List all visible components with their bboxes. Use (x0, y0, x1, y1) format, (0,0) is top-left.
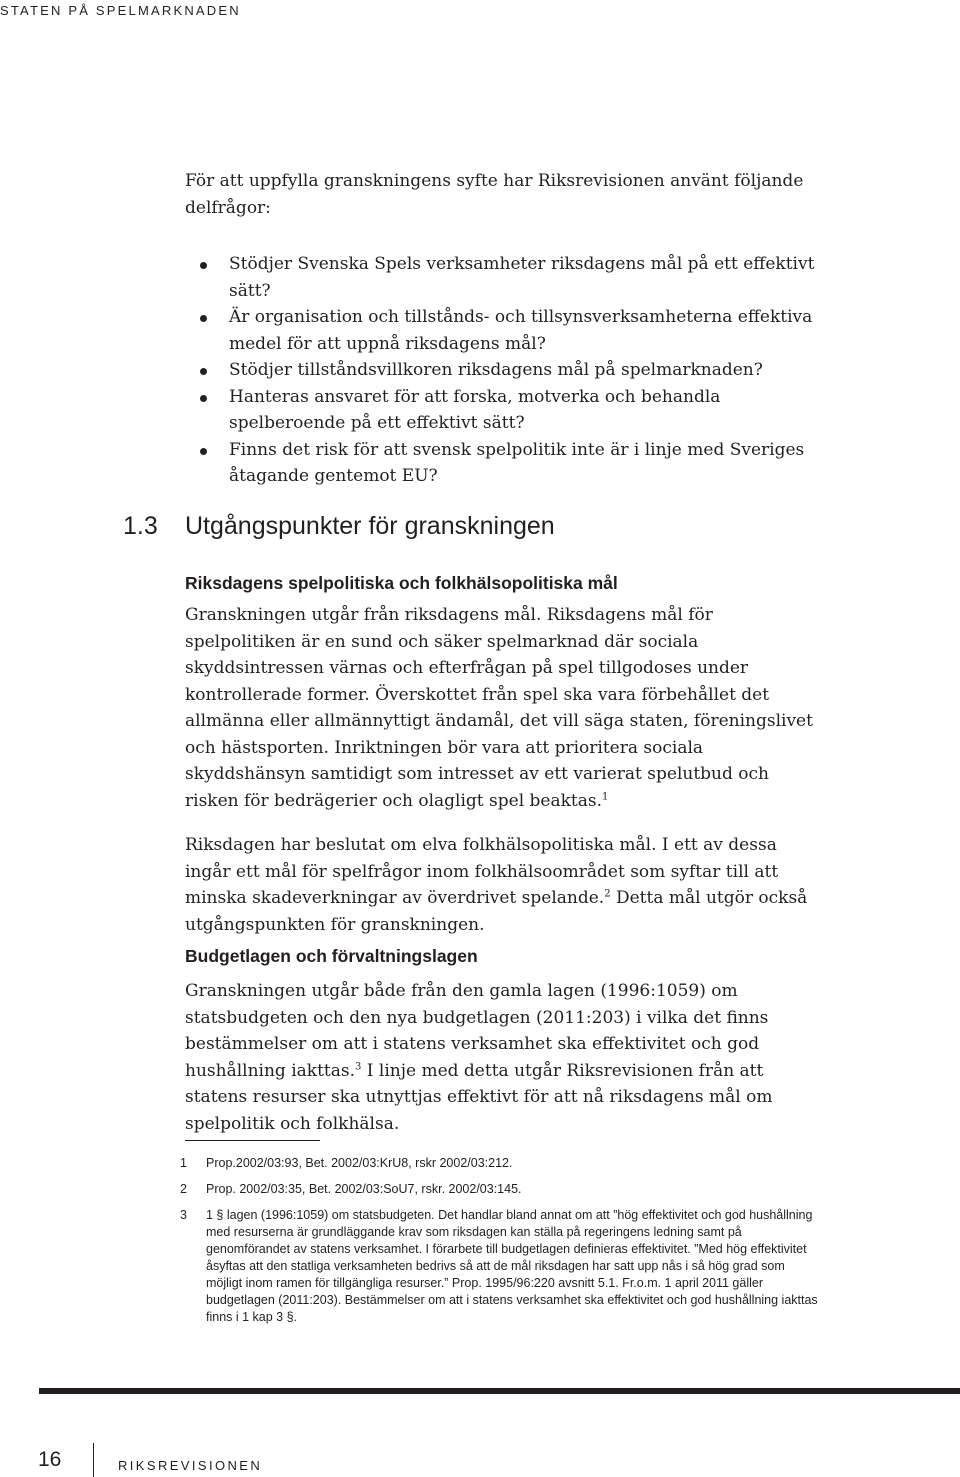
footnote-ref: 2 (604, 888, 611, 900)
footnote-ref: 3 (355, 1060, 362, 1072)
body-paragraph: Riksdagen har beslutat om elva folkhälsopolitiska mål. I ett av dessa ingår ett mål för spelfrågor inom folkhälsoområdet som syftar till att minska skadeverkningar av överdrivet spelande.$^2$ Detta mål utgör också utgångspunkten för granskningen. (185, 835, 808, 935)
bullet-icon (200, 262, 207, 269)
subsection-title: Riksdagens spelpolitiska och folkhälsopolitiska mål (185, 573, 618, 593)
footnote-number: 3 (180, 1208, 187, 1222)
subsection-title: Budgetlagen och förvaltningslagen (185, 946, 478, 966)
bullet-icon (200, 448, 207, 455)
list-item (185, 304, 825, 357)
footer-rule (39, 1388, 960, 1394)
subsection-spelpolitik (185, 571, 825, 938)
question-text: Stödjer Svenska Spels verksamheter riksdagens mål på ett effektivt sätt? (229, 254, 815, 301)
question-list (185, 251, 825, 490)
bullet-icon (200, 315, 207, 322)
list-item (185, 437, 825, 490)
footnote (180, 1207, 820, 1326)
running-header: STATEN PÅ SPELMARKNADEN (0, 3, 241, 18)
list-item (185, 251, 825, 304)
section-heading (123, 512, 555, 541)
question-text: Stödjer tillståndsvillkoren riksdagens mål på spelmarknaden? (229, 360, 763, 380)
publisher-name: RIKSREVISIONEN (118, 1458, 263, 1473)
list-item (185, 357, 825, 384)
footnote-text: Prop.2002/03:93, Bet. 2002/03:KrU8, rskr 2002/03:212. (206, 1156, 513, 1170)
footnotes (180, 1155, 820, 1335)
bullet-icon (200, 395, 207, 402)
questions-block (185, 168, 825, 490)
section-title: Utgångspunkter för granskningen (185, 512, 555, 540)
question-text: Är organisation och tillstånds- och tillsynsverksamheterna effektiva medel för att uppnå riksdagens mål? (229, 307, 813, 354)
footnote-divider (185, 1140, 320, 1141)
bullet-icon (200, 368, 207, 375)
list-item (185, 384, 825, 437)
page-number: 16 (38, 1448, 62, 1471)
body-paragraph: Granskningen utgår från riksdagens mål. Riksdagens mål för spelpolitiken är en sund och säker spelmarknad där sociala skyddsintressen värnas och efterfrågan på spel tillgodoses under kontrollerade former. Överskottet från spel ska vara förbehållet det allmänna eller allmännyttigt ändamål, det vill säga staten, föreningslivet och hästsporten. Inriktningen bör vara att prioritera sociala skyddshänsyn samtidigt som intresset av ett varierat spelutbud och risken för bedrägerier och olagligt spel beaktas.$^1$ (185, 605, 813, 811)
footer-divider (93, 1443, 94, 1477)
subsection-budgetlagen (185, 944, 825, 1137)
section-number: 1.3 (123, 512, 158, 540)
intro-paragraph: För att uppfylla granskningens syfte har Riksrevisionen använt följande delfrågor: (185, 171, 804, 218)
question-text: Finns det risk för att svensk spelpolitik inte är i linje med Sveriges åtagande gentemot EU? (229, 439, 805, 486)
question-text: Hanteras ansvaret för att forska, motverka och behandla spelberoende på ett effektivt sätt? (229, 386, 721, 433)
body-paragraph: Granskningen utgår både från den gamla lagen (1996:1059) om statsbudgeten och den nya budgetlagen (2011:203) i vilka det finns bestämmelser om att i statens verksamhet ska effektivitet och god hushållning iakttas.$^3$ I linje med detta utgår Riksrevisionen från att statens resurser ska utnyttjas effektivt för att nå riksdagens mål om spelpolitik och folkhälsa. (185, 981, 773, 1134)
footnote-number: 1 (180, 1156, 187, 1170)
footnote-ref: 1 (602, 790, 609, 802)
footnote-text: Prop. 2002/03:35, Bet. 2002/03:SoU7, rskr. 2002/03:145. (206, 1182, 522, 1196)
footnote-text: 1 § lagen (1996:1059) om statsbudgeten. Det handlar bland annat om att ”hög effektivitet och god hushållning med resurserna är grundläggande krav som riksdagen kan ställa på regeringens ledning samt på genomförandet av statens verksamhet. I förarbete till budgetlagen definieras effektivitet. ”Med hög effektivitet åsyftas att den statliga verksamheten bedrivs så att de mål riksdagen har satt upp nås i så hög grad som möjligt inom ramen för tillgängliga resurser.” Prop. 1995/96:220 avsnitt 5.1. Fr.o.m. 1 april 2011 gäller budgetlagen (2011:203). Bestämmelser om att i statens verksamhet ska effektivitet och god hushållning iakttas finns i 1 kap 3 §. (206, 1208, 818, 1324)
footnote (180, 1155, 820, 1172)
footnote (180, 1181, 820, 1198)
footnote-number: 2 (180, 1182, 187, 1196)
